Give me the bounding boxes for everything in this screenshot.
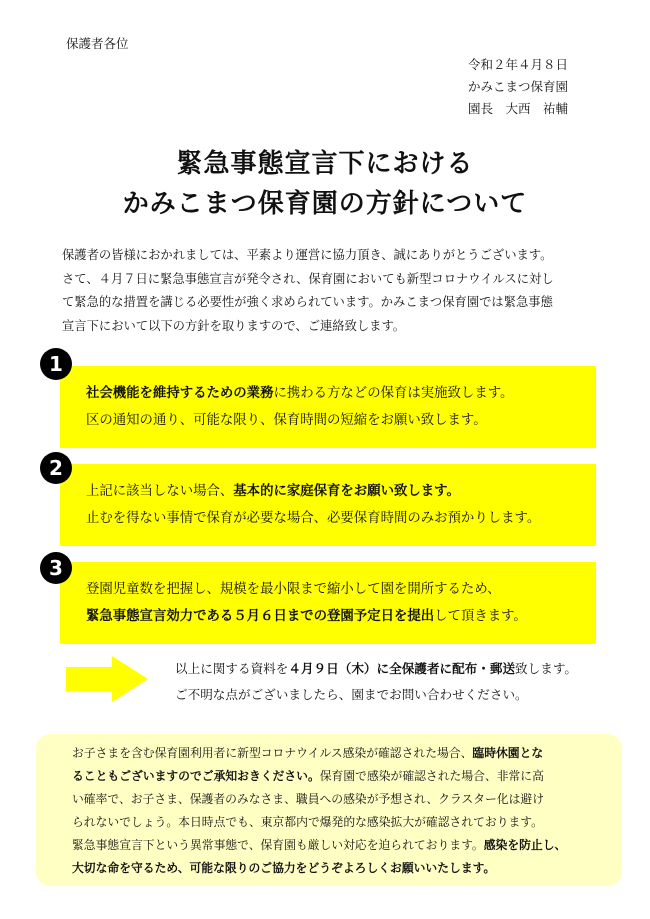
date: 令和２年４月８日 [468,57,569,72]
number-badge-2: 2 [40,452,72,484]
organization: かみこまつ保育園 [468,79,569,94]
intro-line: 保護者の皆様におかれましては、平素より運営に協力頂き、誠にありがとうございます。 [62,248,553,262]
policy-1-line-2: 区の通知の通り、可能な限り、保育時間の短縮をお願い致します。 [86,413,487,428]
policy-2-box [60,464,596,546]
policy-1-box [60,366,596,448]
policy-2-emphasis: 基本的に家庭保育をお願い致します。 [233,484,460,499]
warning-line: られないでしょう。本日時点でも、東京都内で爆発的な感染拡大が確認されております。 [72,815,543,829]
warning-line: ることもございますのでご承知おきください。保育園で感染が確認された場合、非常に高 [72,769,544,783]
letter-header [468,54,568,120]
addressee: 保護者各位 [66,36,129,51]
warning-line: い確率で、お子さま、保護者のみなさま、職員への感染が予想され、クラスター化は避け [72,792,544,806]
number-badge-3: 3 [40,552,72,584]
policy-3-box [60,562,596,644]
notice-line-2: ご不明な点がございましたら、園までお問い合わせください。 [175,687,528,702]
policy-1-line-1: 社会機能を維持するための業務に携わる方などの保育は実施致します。 [86,386,514,401]
notice [175,656,577,708]
title-line-1: 緊急事態宣言下における [176,149,474,179]
warning-text [72,742,566,880]
notice-emphasis: ４月９日（木）に全保護者に配布・郵送 [288,661,516,676]
warning-line: 緊急事態宣言下という異常事態で、保育園も厳しい対応を迫られております。感染を防止し、 [72,838,567,852]
intro-line: て緊急的な措置を講じる必要性が強く求められています。かみこまつ保育園では緊急事態 [62,295,553,309]
right-arrow-icon [66,656,148,702]
policy-3-line-2: 緊急事態宣言効力である５月６日までの登園予定日を提出して頂きます。 [86,609,527,624]
title-line-2: かみこまつ保育園の方針について [122,189,528,219]
warning-line: 大切な命を守るため、可能な限りのご協力をどうぞよろしくお願いいたします。 [72,861,496,875]
intro-paragraph [62,244,602,338]
intro-line: 宣言下において以下の方針を取りますので、ご連絡致します。 [62,318,406,333]
policy-1-emphasis: 社会機能を維持するための業務 [86,386,274,401]
intro-line: さて、４月７日に緊急事態宣言が発令され、保育園においても新型コロナウイルスに対し [62,271,554,286]
warning-line: お子さまを含む保育園利用者に新型コロナウイルス感染が確認された場合、臨時休園とな [72,746,544,760]
warning-box [36,734,622,886]
notice-line-1: 以上に関する資料を４月９日（木）に全保護者に配布・郵送致します。 [175,661,577,676]
policy-3-line-1: 登園児童数を把握し、規模を最小限まで縮小して園を開所するため、 [86,582,501,597]
policy-2-line-1: 上記に該当しない場合、基本的に家庭保育をお願い致します。 [86,484,460,499]
policy-2-line-2: 止むを得ない事情で保育が必要な場合、必要保育時間のみお預かりします。 [86,511,541,526]
number-badge-1: 1 [40,348,72,380]
signatory: 園長 大西 祐輔 [468,101,569,116]
policy-3-emphasis: 緊急事態宣言効力である５月６日までの登園予定日を提出 [86,609,435,624]
